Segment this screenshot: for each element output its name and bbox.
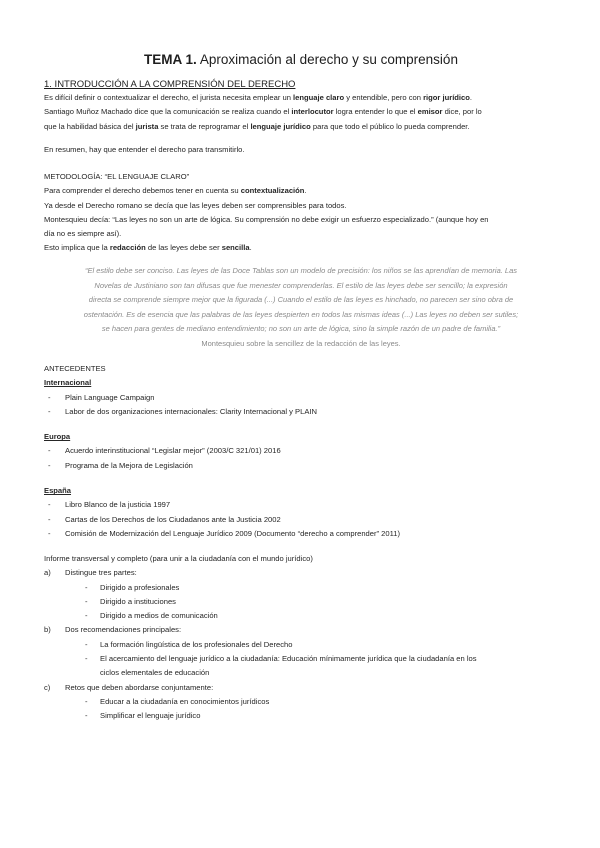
paragraph-line: Montesquieu decía: “Las leyes no son un arte de lógica. Su comprensión no debe exigir un esfuerzo especializado.” (aunque hoy en	[44, 214, 489, 224]
paragraph-line: que la habilidad básica del jurista se trata de reprogramar el lenguaje jurídico para que todo el público lo pueda comprender.	[44, 121, 470, 131]
paragraph-line: Esto implica que la redacción de las leyes debe ser sencilla.	[44, 243, 252, 253]
list-item: - La formación lingüística de los profesionales del Derecho	[85, 639, 293, 649]
methodology-heading: METODOLOGÍA: “EL LENGUAJE CLARO”	[44, 172, 190, 181]
list-item: - Educar a la ciudadanía en conocimientos jurídicos	[85, 696, 270, 706]
paragraph-line: Para comprender el derecho debemos tener en cuenta su contextualización.	[44, 186, 307, 196]
lettered-item: a) Distingue tres partes:	[44, 568, 137, 578]
lettered-item: b) Dos recomendaciones principales:	[44, 625, 182, 635]
section-heading: 1. INTRODUCCIÓN A LA COMPRENSIÓN DEL DERECHO	[44, 79, 296, 90]
antecedentes-block	[44, 362, 558, 541]
title-number: TEMA 1.	[144, 52, 197, 67]
page-title	[44, 52, 558, 67]
group-heading-internacional: Internacional	[44, 378, 92, 388]
list-item-continuation: ciclos elementales de educación	[100, 668, 210, 678]
list-item: - Libro Blanco de la justicia 1997	[48, 500, 171, 510]
informe-intro: Informe transversal y completo (para unir a la ciudadanía con el mundo jurídico)	[44, 554, 313, 563]
informe-block	[44, 552, 558, 724]
list-item: - Simplificar el lenguaje jurídico	[85, 711, 201, 721]
methodology-block	[44, 170, 558, 256]
antecedentes-heading: ANTECEDENTES	[44, 364, 106, 373]
list-item: - Labor de dos organizaciones internacionales: Clarity Internacional y PLAIN	[48, 406, 318, 416]
paragraph-line: Ya desde el Derecho romano se decía que las leyes deben ser comprensibles para todos.	[44, 200, 347, 210]
list-item: - Dirigido a instituciones	[85, 596, 176, 606]
paragraph-line: Es difícil definir o contextualizar el derecho, el jurista necesita emplear un lenguaje claro y entendible, pero con rigor jurídico.	[44, 93, 473, 102]
list-item: - El acercamiento del lenguaje jurídico a la ciudadanía: Educación mínimamente jurídica que la ciudadanía en los	[85, 654, 477, 664]
group-heading-espana: España	[44, 486, 72, 496]
paragraph-line: día no es siempre así).	[44, 229, 122, 239]
quote-line: Novelas de Justiniano son tan difusas que fue menester comprenderlas. El estilo de las leyes debe ser sencillo; la expresión	[94, 280, 508, 290]
paragraph-line: Santiago Muñoz Machado dice que la comunicación se realiza cuando el interlocutor logra entender lo que el emisor dice, por lo	[44, 107, 482, 117]
montesquieu-quote	[44, 264, 558, 351]
list-item: - Comisión de Modernización del Lenguaje Jurídico 2009 (Documento “derecho a comprender” 2011)	[48, 528, 401, 538]
intro-paragraph	[44, 91, 558, 134]
list-item: - Dirigido a profesionales	[85, 582, 180, 592]
group-heading-europa: Europa	[44, 432, 71, 442]
title-text: Aproximación al derecho y su comprensión	[196, 52, 458, 67]
list-item: - Plain Language Campaign	[48, 392, 155, 402]
lettered-item: c) Retos que deben abordarse conjuntamente:	[44, 682, 214, 692]
list-item: - Acuerdo interinstitucional “Legislar mejor” (2003/C 321/01) 2016	[48, 446, 281, 456]
list-item: - Cartas de los Derechos de los Ciudadanos ante la Justicia 2002	[48, 514, 281, 524]
quote-line: ostentación. Es de esencia que las palabras de las leyes despierten en todos las mismas ideas (...) Las leyes no deben ser sutiles;	[83, 309, 519, 319]
quote-line: se hacen para gentes de mediano entendimiento; no son un arte de lógica, sino la simple razón de un padre de familia.”	[101, 324, 501, 333]
quote-line: “El estilo debe ser conciso. Las leyes de las Doce Tablas son un modelo de precisión: los niños se las aprendían de memoria. Las	[84, 266, 518, 275]
quote-source: Montesquieu sobre la sencillez de la redacción de las leyes.	[201, 338, 401, 348]
list-item: - Programa de la Mejora de Legislación	[48, 460, 193, 470]
summary-text: En resumen, hay que entender el derecho para transmitirlo.	[44, 145, 245, 154]
quote-line: directa se comprende siempre mejor que la figurada (...) Cuando el estilo de las leyes es hinchado, no parecen ser sino obra de	[88, 295, 514, 304]
list-item: - Dirigido a medios de comunicación	[85, 611, 218, 621]
